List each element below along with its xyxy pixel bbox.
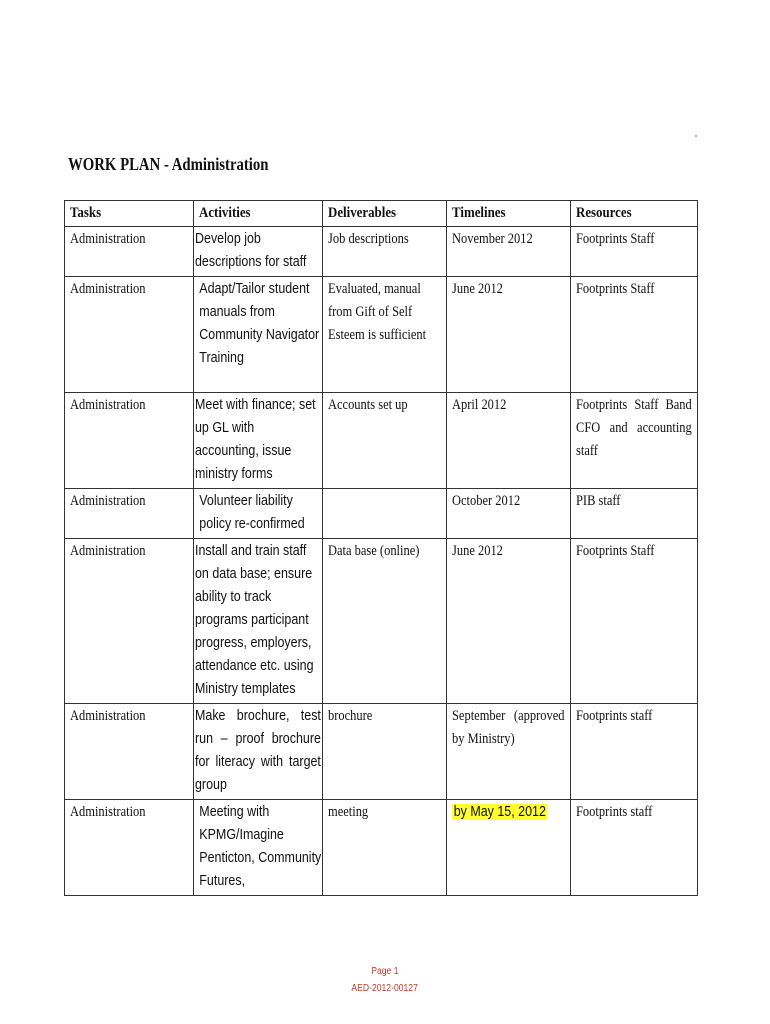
- table-header-row: [65, 201, 698, 227]
- header-deliverables: Deliverables: [323, 201, 447, 227]
- deliverable-cell: Evaluated, manual from Gift of Self Esteem is sufficient: [323, 277, 447, 393]
- table-row: [65, 277, 698, 393]
- resource-cell: PIB staff: [570, 489, 697, 539]
- activity-cell: Volunteer liability policy re-confirmed: [194, 489, 323, 539]
- activity-cell: Meeting with KPMG/Imagine Penticton, Community Futures,: [194, 800, 323, 896]
- table-row: [65, 800, 698, 896]
- timeline-cell: [447, 800, 571, 896]
- table-row: [65, 539, 698, 704]
- resource-cell: Footprints Staff: [570, 539, 697, 704]
- deliverable-cell: Data base (online): [323, 539, 447, 704]
- table-row: [65, 704, 698, 800]
- deliverable-cell: Accounts set up: [323, 393, 447, 489]
- task-cell: Administration: [65, 539, 194, 704]
- activity-cell: Make brochure, test run – proof brochure for literacy with target group: [194, 704, 323, 800]
- deliverable-cell: brochure: [323, 704, 447, 800]
- task-cell: Administration: [65, 277, 194, 393]
- resource-cell: Footprints Staff: [570, 277, 697, 393]
- timeline-cell: November 2012: [447, 227, 571, 277]
- header-timelines: Timelines: [447, 201, 571, 227]
- page-title: WORK PLAN - Administration: [68, 154, 269, 174]
- deliverable-cell: meeting: [323, 800, 447, 896]
- page-mark: [695, 135, 697, 137]
- deliverable-cell: Job descriptions: [323, 227, 447, 277]
- resource-cell: Footprints staff: [570, 704, 697, 800]
- resource-cell: Footprints Staff: [570, 227, 697, 277]
- activity-cell: Adapt/Tailor student manuals from Community Navigator Training: [194, 277, 323, 393]
- task-cell: Administration: [65, 800, 194, 896]
- header-tasks: Tasks: [65, 201, 194, 227]
- table-row: [65, 393, 698, 489]
- task-cell: Administration: [65, 393, 194, 489]
- document-id: AED-2012-00127: [351, 983, 419, 994]
- timeline-cell: June 2012: [447, 277, 571, 393]
- page-number: Page 1: [371, 966, 399, 977]
- task-cell: Administration: [65, 489, 194, 539]
- table-row: [65, 227, 698, 277]
- table-row: [65, 489, 698, 539]
- resource-cell: Footprints Staff Band CFO and accounting staff: [570, 393, 697, 489]
- timeline-cell: June 2012: [447, 539, 571, 704]
- timeline-cell: October 2012: [447, 489, 571, 539]
- resource-cell: Footprints staff: [570, 800, 697, 896]
- activity-cell: Develop job descriptions for staff: [194, 227, 323, 277]
- timeline-cell: September (approved by Ministry): [447, 704, 571, 800]
- highlighted-timeline: by May 15, 2012: [453, 804, 547, 820]
- activity-cell: Meet with finance; set up GL with accounting, issue ministry forms: [194, 393, 323, 489]
- task-cell: Administration: [65, 704, 194, 800]
- activity-cell: Install and train staff on data base; ensure ability to track programs participant progress, employers, attendance etc. using Ministry templates: [194, 539, 323, 704]
- work-plan-table: [64, 200, 698, 896]
- header-activities: Activities: [194, 201, 323, 227]
- task-cell: Administration: [65, 227, 194, 277]
- timeline-cell: April 2012: [447, 393, 571, 489]
- header-resources: Resources: [570, 201, 697, 227]
- deliverable-cell: [323, 489, 447, 539]
